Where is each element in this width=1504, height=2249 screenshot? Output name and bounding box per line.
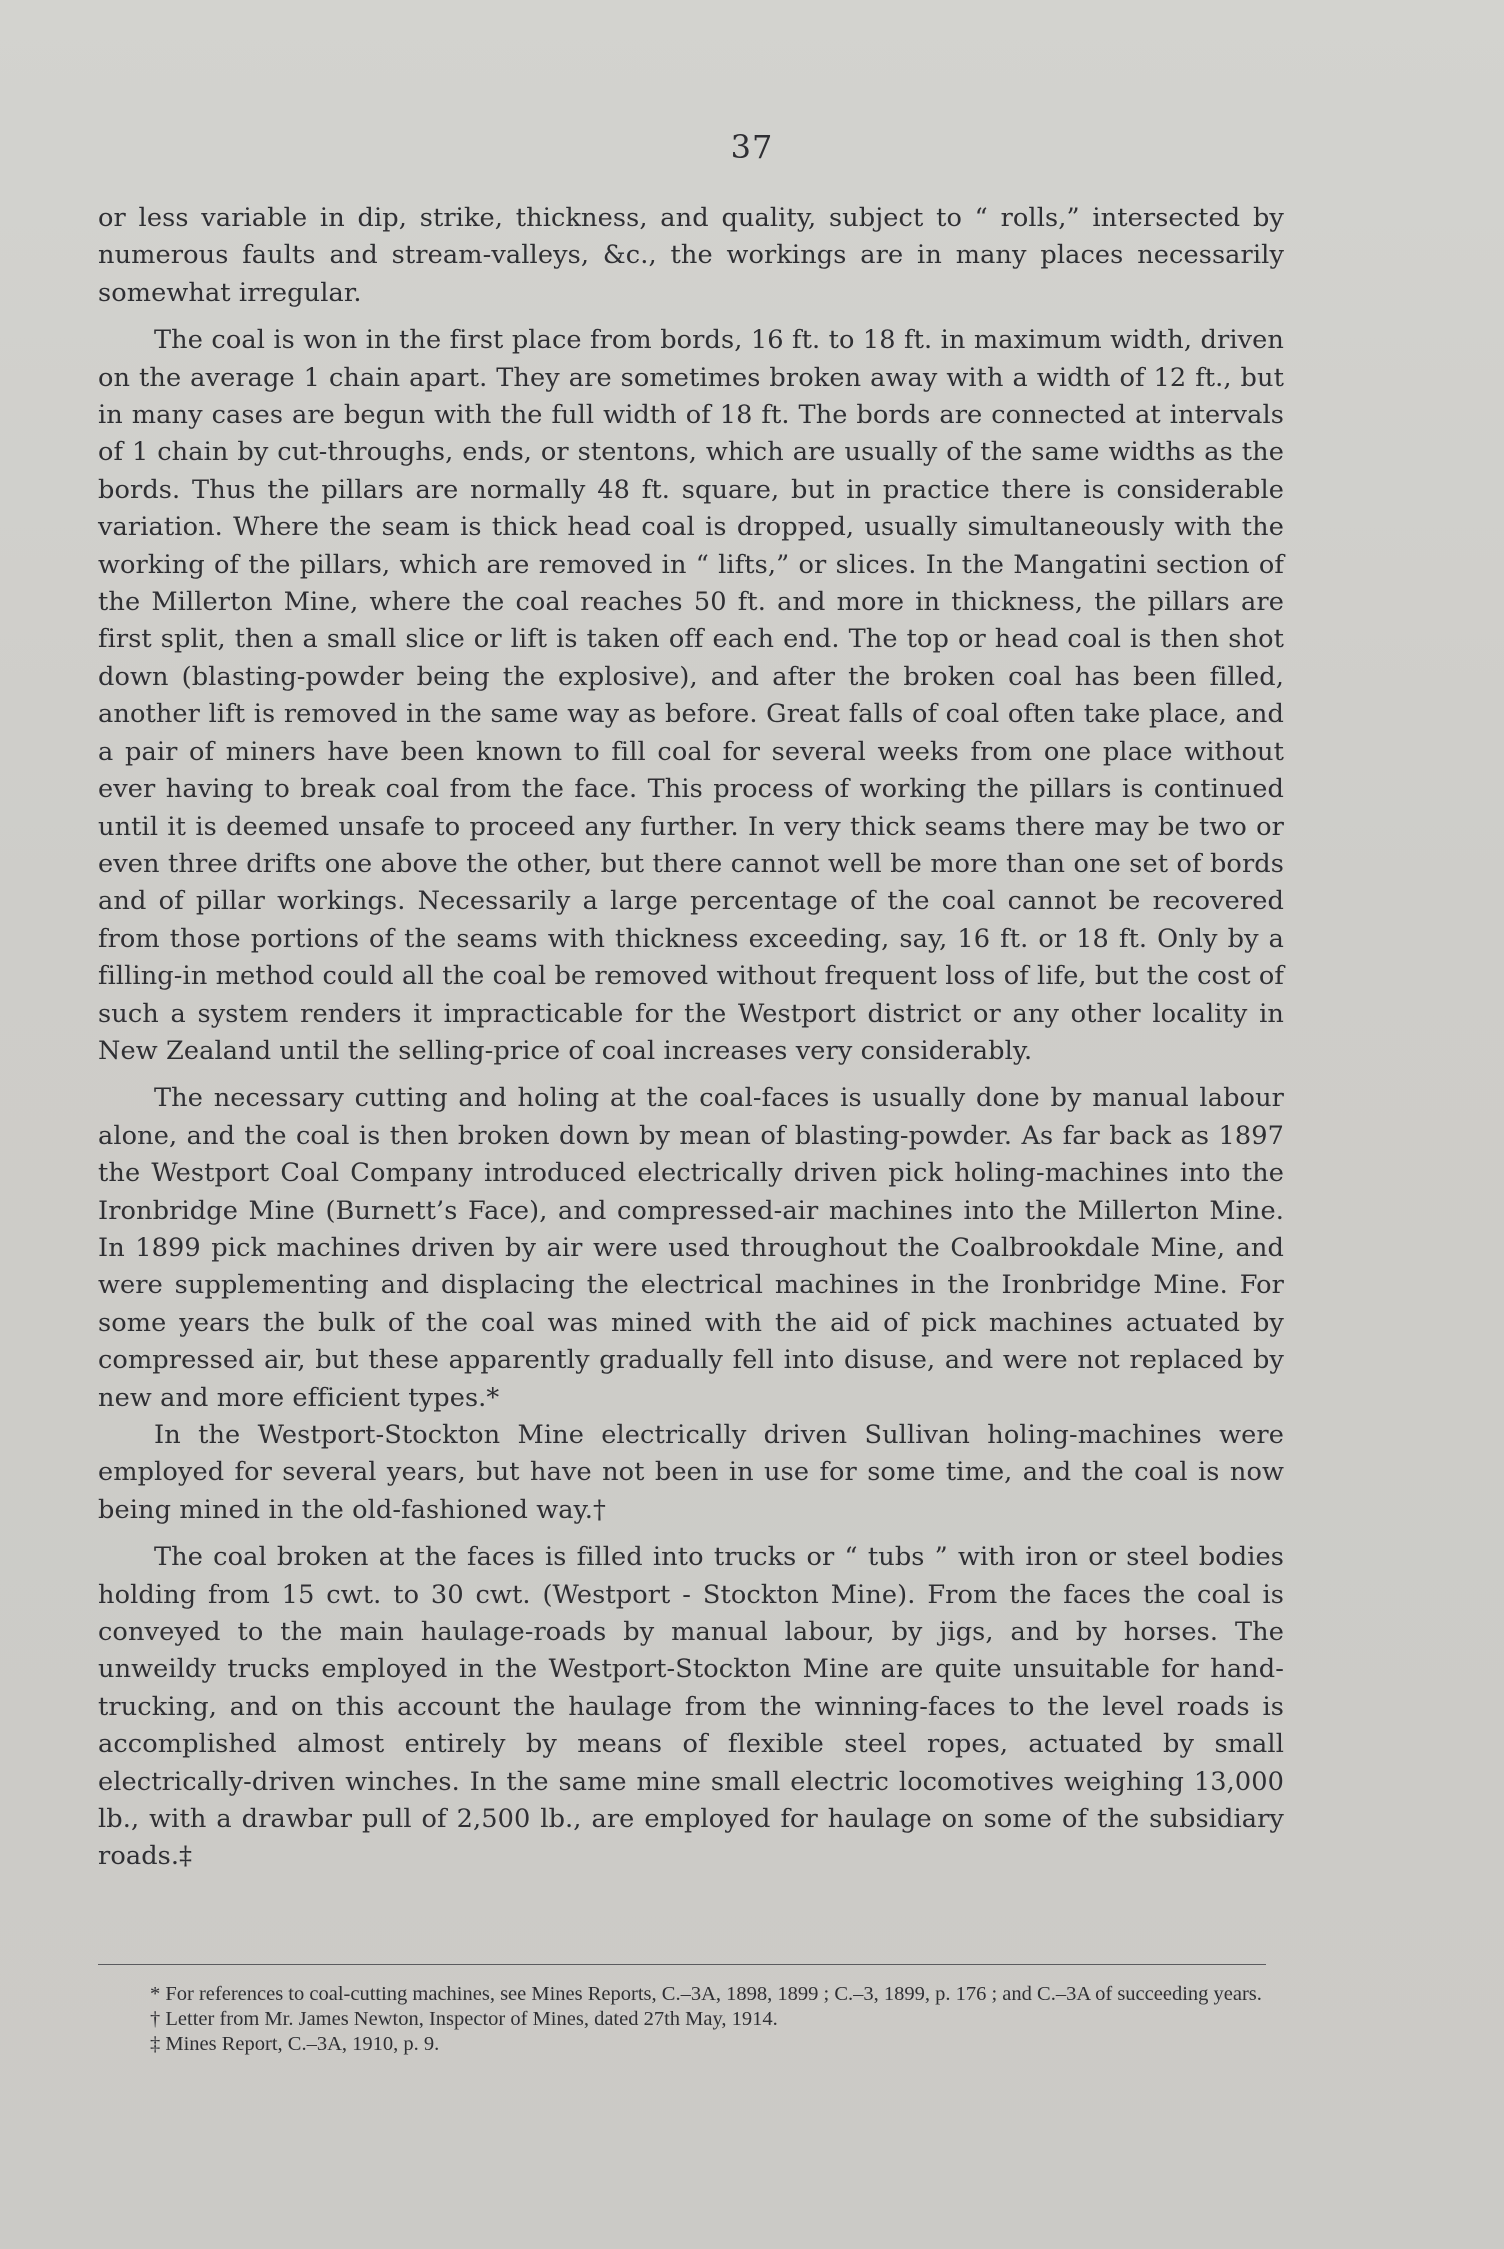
footnote-double-dagger: ‡ Mines Report, C.–3A, 1910, p. 9. [150,2033,440,2055]
page-number: 37 [730,128,774,166]
footnote-dagger: † Letter from Mr. James Newton, Inspector of Mines, dated 27th May, 1914. [150,2008,778,2030]
footnotes [98,1982,1284,2057]
paragraph-coal-cutting-machines: The necessary cutting and holing at the coal-faces is usually done by manual labour alone, and the coal is then broken down by mean of blasting-powder. As far back as 1897 the Westport Coal Company introduced electrically driven pick holing-machines into the Ironbridge Mine (Burnett’s Face), and compressed-air machines into the Millerton Mine. In 1899 pick machines driven by air were used throughout the Coalbrookdale Mine, and were supplementing and displacing the electrical machines in the Ironbridge Mine. For some years the bulk of the coal was mined with the aid of pick machines actuated by compressed air, but these apparently gradually fell into disuse, and were not replaced by new and more efficient types.* [98,1083,1284,1413]
footnote-divider [98,1964,1266,1965]
body-text [98,200,1284,1886]
paragraph-sullivan-machines: In the Westport-Stockton Mine electrically driven Sullivan holing-machines were employed for several years, but have not been in use for some time, and the coal is now being mined in the old-fashioned way.† [98,1420,1284,1525]
paragraph-continuation: or less variable in dip, strike, thickness, and quality, subject to “ rolls,” intersected by numerous faults and stream-valleys, &c., the workings are in many places necessarily somewhat irregular. [98,203,1284,308]
paragraph-haulage: The coal broken at the faces is filled into trucks or “ tubs ” with iron or steel bodies holding from 15 cwt. to 30 cwt. (Westport - Stockton Mine). From the faces the coal is conveyed to the main haulage-roads by manual labour, by jigs, and by horses. The unweildy trucks employed in the Westport-Stockton Mine are quite unsuitable for hand-trucking, and on this account the haulage from the winning-faces to the level roads is accomplished almost entirely by means of flexible steel ropes, actuated by small electrically-driven winches. In the same mine small electric locomotives weighing 13,000 lb., with a drawbar pull of 2,500 lb., are employed for haulage on some of the subsidiary roads.‡ [98,1542,1284,1872]
footnote-asterisk: * For references to coal-cutting machines, see Mines Reports, C.–3A, 1898, 1899 ; C.–3, 1899, p. 176 ; and C.–3A of succeeding years. [150,1983,1262,2005]
paragraph-bord-and-pillar: The coal is won in the first place from bords, 16 ft. to 18 ft. in maximum width, driven on the average 1 chain apart. They are sometimes broken away with a width of 12 ft., but in many cases are begun with the full width of 18 ft. The bords are connected at intervals of 1 chain by cut-throughs, ends, or stentons, which are usually of the same widths as the bords. Thus the pillars are normally 48 ft. square, but in practice there is considerable variation. Where the seam is thick head coal is dropped, usually simultaneously with the working of the pillars, which are removed in “ lifts,” or slices. In the Mangatini section of the Millerton Mine, where the coal reaches 50 ft. and more in thickness, the pillars are first split, then a small slice or lift is taken off each end. The top or head coal is then shot down (blasting-powder being the explosive), and after the broken coal has been filled, another lift is removed in the same way as before. Great falls of coal often take place, and a pair of miners have been known to fill coal for several weeks from one place without ever having to break coal from the face. This process of working the pillars is continued until it is deemed unsafe to proceed any further. In very thick seams there may be two or even three drifts one above the other, but there cannot well be more than one set of bords and of pillar workings. Necessarily a large percentage of the coal cannot be recovered from those portions of the seams with thickness exceeding, say, 16 ft. or 18 ft. Only by a filling-in method could all the coal be removed without frequent loss of life, but the cost of such a system renders it impracticable for the Westport district or any other locality in New Zealand until the selling-price of coal increases very considerably. [98,325,1284,1066]
